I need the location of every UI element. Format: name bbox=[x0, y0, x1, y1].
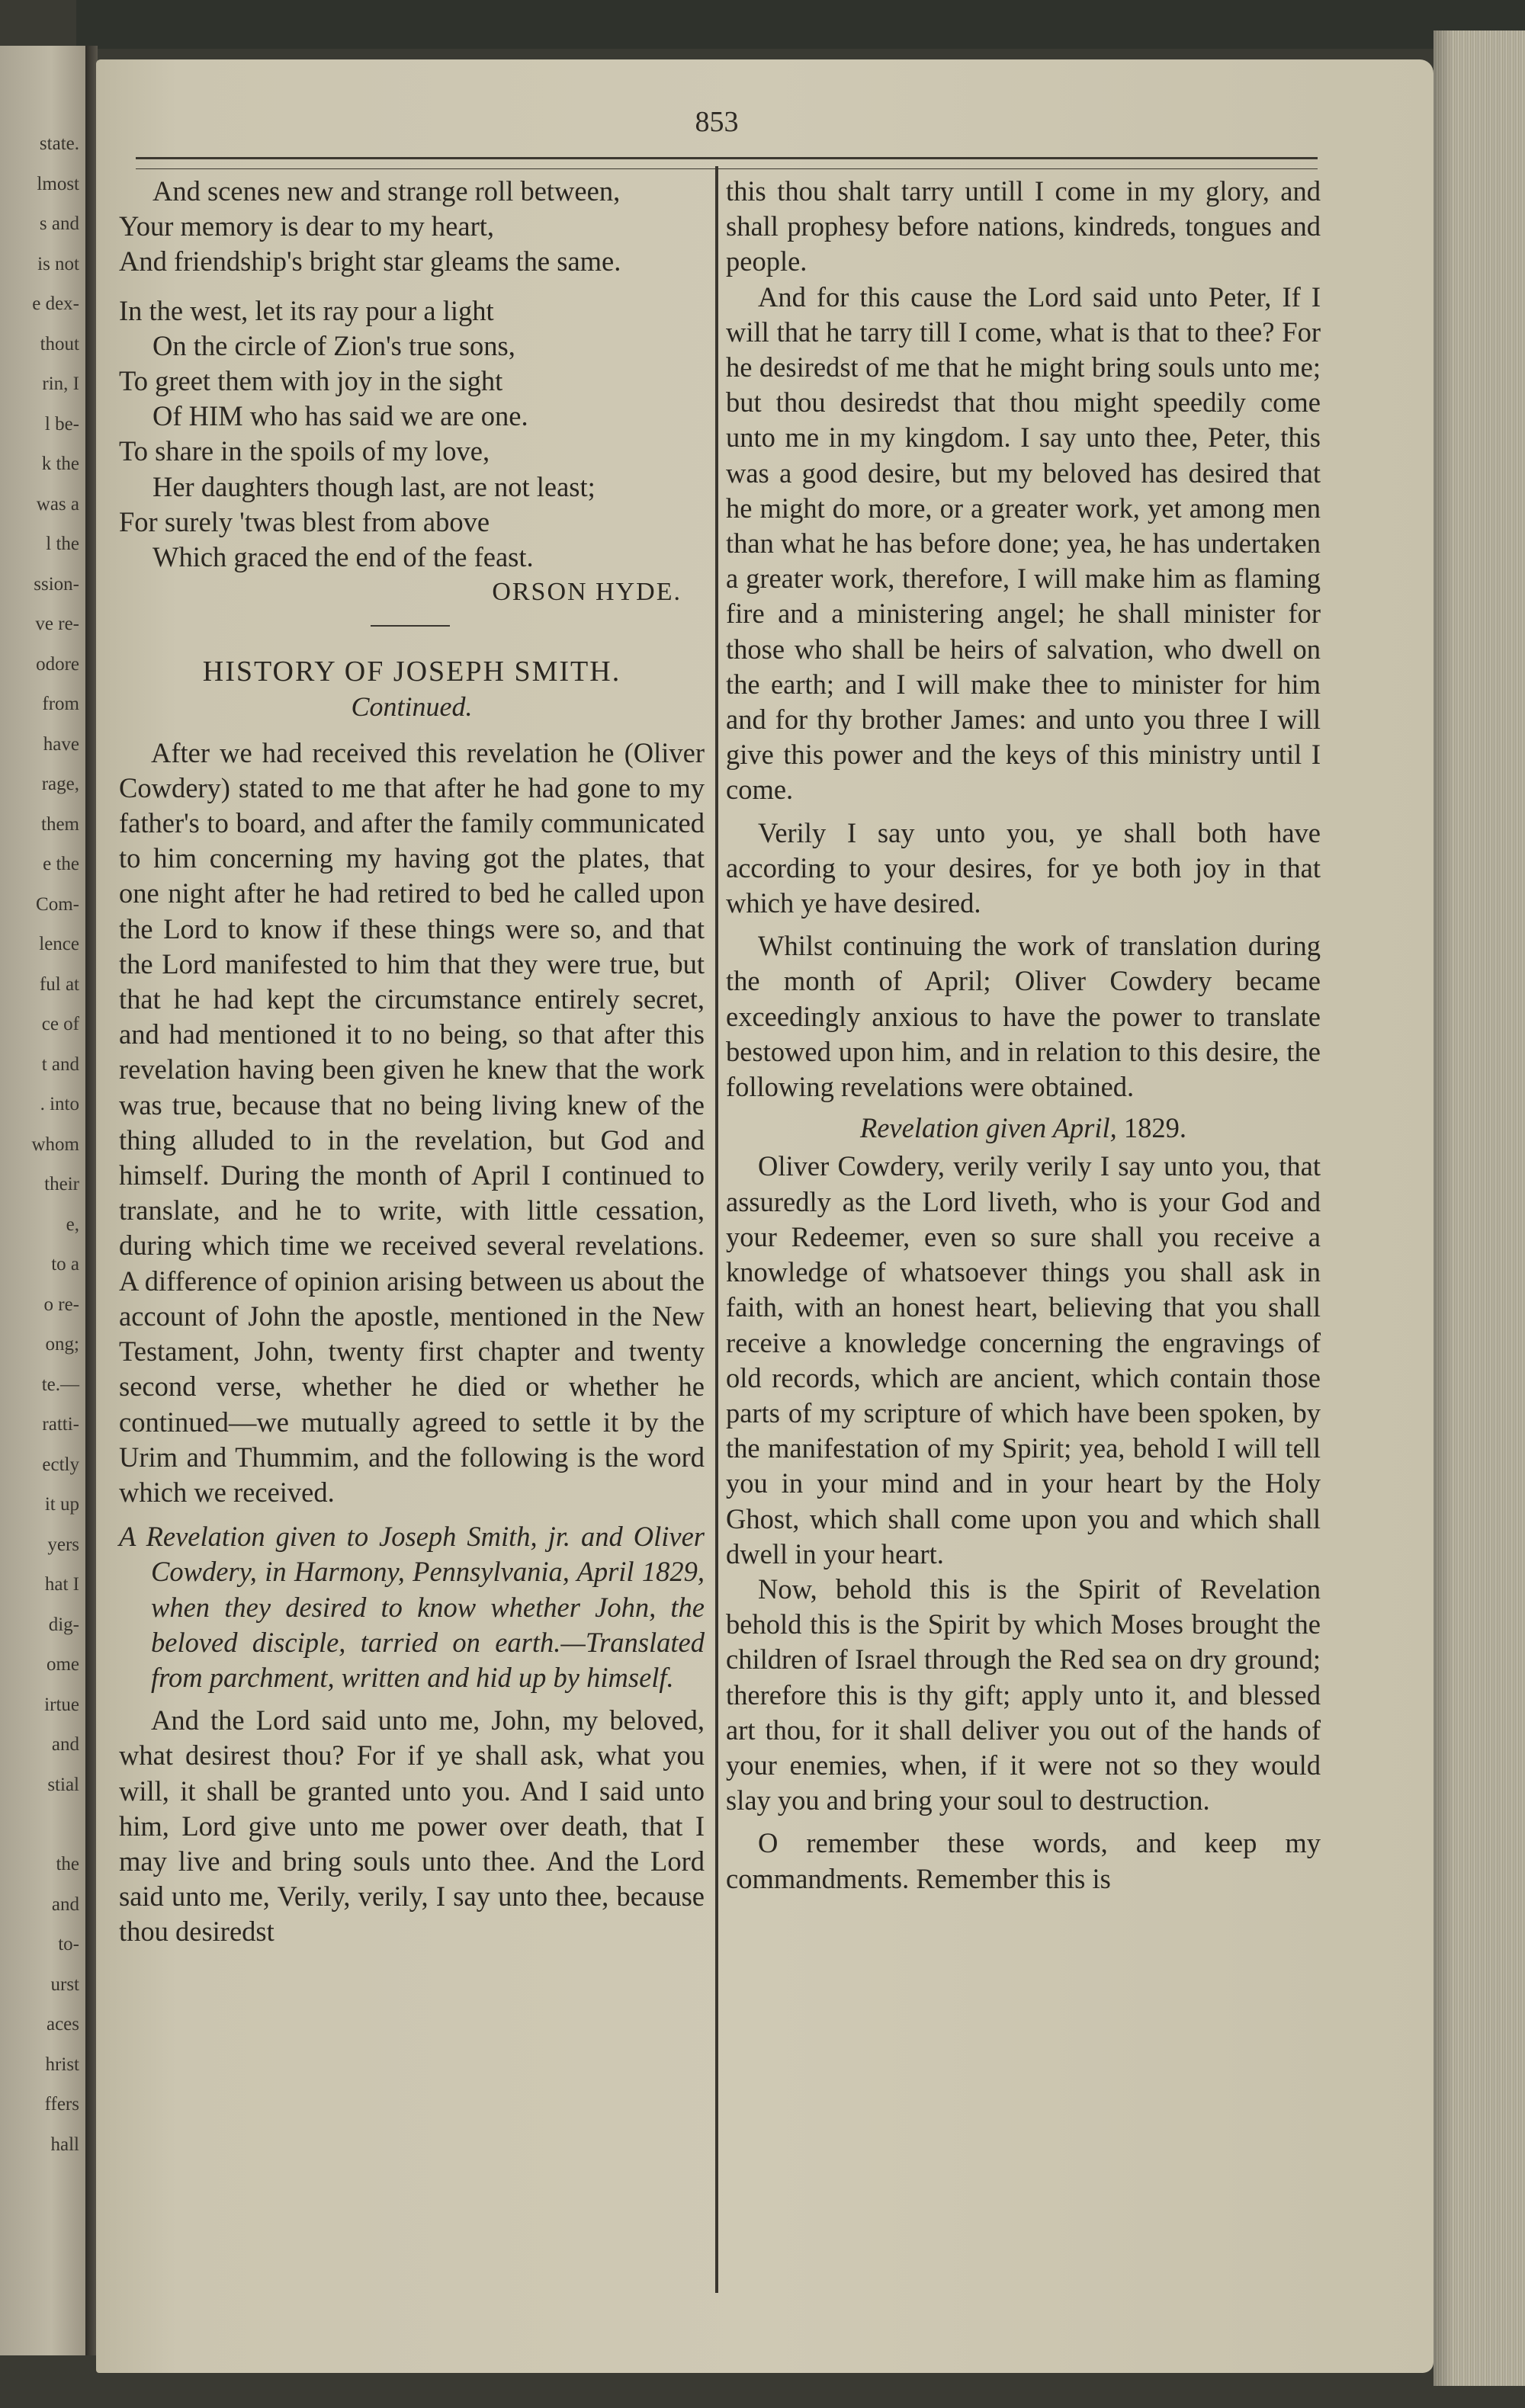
article-subtitle: Continued. bbox=[351, 691, 473, 723]
left-page-fragment: rin, I bbox=[42, 374, 79, 394]
left-page-fragment: ve re- bbox=[35, 614, 79, 634]
article-paragraph: this thou shalt tarry untill I come in my glory, and shall prophesy before nations, kindreds, tongues and people. bbox=[726, 175, 1321, 277]
poem-line: In the west, let its ray pour a light bbox=[119, 294, 494, 326]
left-page-fragment: l the bbox=[46, 534, 79, 554]
article-paragraph: Whilst continuing the work of translation during the month of April; Oliver Cowdery became exceedingly anxious to have the power to translate bestowed upon him, and in relation to this desire, the following revelations were obtained. bbox=[726, 930, 1321, 1103]
left-page-fragment: odore bbox=[36, 653, 79, 675]
left-page-fragment: and bbox=[51, 1893, 79, 1915]
left-page-fragment: to- bbox=[58, 1934, 79, 1954]
poem-line: Which graced the end of the feast. bbox=[152, 541, 534, 573]
column-divider bbox=[715, 166, 718, 2293]
left-page-fragment: ful at bbox=[39, 973, 79, 995]
left-page-fragment: stial bbox=[47, 1774, 79, 1795]
revelation-heading-text: Revelation given April, bbox=[859, 1112, 1117, 1144]
poem-signature: ORSON HYDE. bbox=[492, 578, 682, 607]
left-page-fragment: hat I bbox=[44, 1574, 79, 1595]
article-paragraph: And for this cause the Lord said unto Peter, If I will that he tarry till I come, what is that to thee? For he desiredst of me that he might bring souls unto me; but thou desiredst that thou might speedily come unto me in my kingdom. I say unto thee, Peter, this was a good desire, but my beloved has desired that he might do more, or a greater work, yet among men than what he has before done; yea, he has undertaken a greater work, therefore, I will make him as flaming fire and a ministering angel; he shall minister for those who shall be heirs of salvation, who dwell on the earth; and I will make thee to minister for him and for thy brother James: and unto you three I will give this power and the keys of this ministry until I come. bbox=[726, 281, 1321, 806]
left-page-fragment: ome bbox=[46, 1654, 79, 1675]
section-rule bbox=[371, 625, 450, 627]
left-page-fragment: it up bbox=[44, 1494, 79, 1515]
left-page-fragment: state. bbox=[39, 133, 79, 154]
left-page-fragment: dig- bbox=[48, 1614, 79, 1635]
revelation-heading-year: 1829. bbox=[1123, 1112, 1187, 1144]
left-page-fragment: t and bbox=[41, 1053, 79, 1075]
left-column bbox=[119, 174, 705, 1950]
left-page-fragment: o re- bbox=[43, 1294, 79, 1315]
left-page-fragment: irtue bbox=[44, 1694, 79, 1715]
left-page-fragment: e the bbox=[43, 854, 79, 874]
left-page-fragment: ong; bbox=[45, 1334, 79, 1355]
left-page-fragment: and bbox=[51, 1734, 79, 1755]
left-page-fragment: e, bbox=[66, 1214, 79, 1235]
article-paragraph: Oliver Cowdery, verily verily I say unto you, that assuredly as the Lord liveth, who is your God and your Redeemer, even so sure shall you receive a knowledge of whatsoever things you shall ask in faith, with an honest heart, believing that you shall receive a knowledge concerning the engravings of old records, which are ancient, which contain those parts of my scripture of which have been spoken, by the manifestation of my Spirit; yea, behold I will tell you in your mind and in your heart by the Holy Ghost, which shall come upon you and which shall dwell in your heart. bbox=[726, 1150, 1321, 1570]
left-page-fragment: thout bbox=[40, 333, 79, 354]
left-page-fragment: ffers bbox=[44, 2094, 79, 2115]
left-page-fragment: hrist bbox=[45, 2054, 79, 2075]
poem-line: To share in the spoils of my love, bbox=[119, 435, 490, 467]
left-page-fragment: lmost bbox=[37, 173, 79, 194]
poem-line: Of HIM who has said we are one. bbox=[152, 400, 528, 432]
left-page-fragment: the bbox=[56, 1854, 79, 1874]
left-page-fragment: k the bbox=[41, 454, 79, 474]
left-page-fragment: is not bbox=[37, 253, 79, 274]
poem-line: And friendship's bright star gleams the same. bbox=[119, 245, 621, 277]
previous-page-sliver bbox=[0, 46, 85, 2355]
left-page-fragment: Com- bbox=[36, 893, 79, 915]
poem-line: To greet them with joy in the sight bbox=[119, 365, 503, 397]
revelation-heading: A Revelation given to Joseph Smith, jr. and Oliver Cowdery, in Harmony, Pennsylvania, April 1829, when they desired to know whether John, the beloved disciple, tarried on earth.—Translated from parchment, written and hid up by himself. bbox=[119, 1521, 705, 1693]
left-page-fragment: their bbox=[44, 1174, 79, 1194]
left-page-fragment: to a bbox=[51, 1254, 79, 1275]
poem-stanza-1 bbox=[119, 174, 705, 280]
article-paragraph: O remember these words, and keep my commandments. Remember this is bbox=[726, 1827, 1321, 1894]
header-rule bbox=[136, 157, 1318, 169]
article-paragraph: And the Lord said unto me, John, my beloved, what desirest thou? For if ye shall ask, what you will, it shall be granted unto you. And I said unto him, Lord give unto me power over death, that I may live and bring souls unto thee. And the Lord said unto me, Verily, verily, I say unto thee, because thou desiredst bbox=[119, 1704, 705, 1948]
poem-line: On the circle of Zion's true sons, bbox=[152, 329, 515, 361]
poem-line: And scenes new and strange roll between, bbox=[152, 175, 621, 207]
left-page-fragment: ssion- bbox=[34, 573, 79, 595]
article-paragraph: After we had received this revelation he (Oliver Cowdery) stated to me that after he had gone to my father's to board, and after the family communicated to him concerning my having got the plates, that one night after he had retired to bed he called upon the Lord to know if these things were so, and that the Lord manifested to him that they were true, but that he had kept the circumstance entirely secret, and had mentioned it to no being, so that after this revelation having been given he knew that the work was true, because that no being living knew of the thing alluded to in the revelation, but God and himself. During the month of April I continued to translate, and he to write, with little cessation, during which time we received several revelations. A difference of opinion arising between us about the account of John the apostle, mentioned in the New Testament, John, twenty first chapter and twenty second verse, whether he died or whether he continued—we mutually agreed to settle it by the Urim and Thummim, and the following is the word which we received. bbox=[119, 736, 705, 1508]
poem-line: Your memory is dear to my heart, bbox=[119, 210, 495, 242]
left-page-fragment: yers bbox=[47, 1534, 79, 1555]
left-page-fragment: have bbox=[43, 733, 79, 755]
left-page-fragment: hall bbox=[50, 2134, 79, 2155]
book-cover-edge bbox=[76, 0, 1525, 49]
poem-line: Her daughters though last, are not least; bbox=[152, 470, 596, 502]
poem-line: For surely 'twas blest from above bbox=[119, 505, 490, 537]
left-page-fragment: was a bbox=[36, 493, 79, 515]
left-page-fragment: aces bbox=[46, 2014, 79, 2034]
article-paragraph: Now, behold this is the Spirit of Revelation behold this is the Spirit by which Moses brought the children of Israel through the Red sea on dry ground; therefore this is thy gift; apply unto it, and blessed art thou, for it shall deliver you out of the hands of your enemies, when, if it were not so they would slay you and bring your soul to destruction. bbox=[726, 1573, 1321, 1816]
left-page-fragment: lence bbox=[39, 934, 79, 954]
left-page-fragment: l be- bbox=[44, 413, 79, 434]
left-page-fragment: whom bbox=[31, 1133, 79, 1155]
right-column bbox=[726, 174, 1321, 1897]
article-paragraph: Verily I say unto you, ye shall both have according to your desires, for ye both joy in that which ye have desired. bbox=[726, 816, 1321, 919]
left-page-fragment: from bbox=[42, 694, 79, 714]
left-page-fragment: urst bbox=[50, 1974, 79, 1995]
left-page-fragment: . into bbox=[40, 1094, 79, 1114]
article-title: HISTORY OF JOSEPH SMITH. bbox=[202, 656, 621, 688]
left-page-fragment: e dex- bbox=[32, 293, 79, 314]
left-page-fragment: ratti- bbox=[42, 1414, 79, 1435]
left-page-fragment: te.— bbox=[41, 1374, 79, 1395]
revelation-heading bbox=[726, 1111, 1321, 1146]
left-page-fragment: them bbox=[41, 813, 79, 835]
left-page-fragment: ce of bbox=[41, 1014, 79, 1034]
page-number: 853 bbox=[695, 106, 739, 138]
page-edges bbox=[1434, 30, 1525, 2386]
left-page-fragment: rage, bbox=[41, 774, 79, 794]
left-page-fragment: s and bbox=[39, 213, 79, 234]
left-page-fragment: ectly bbox=[42, 1454, 79, 1475]
poem-stanza-2 bbox=[119, 293, 705, 576]
